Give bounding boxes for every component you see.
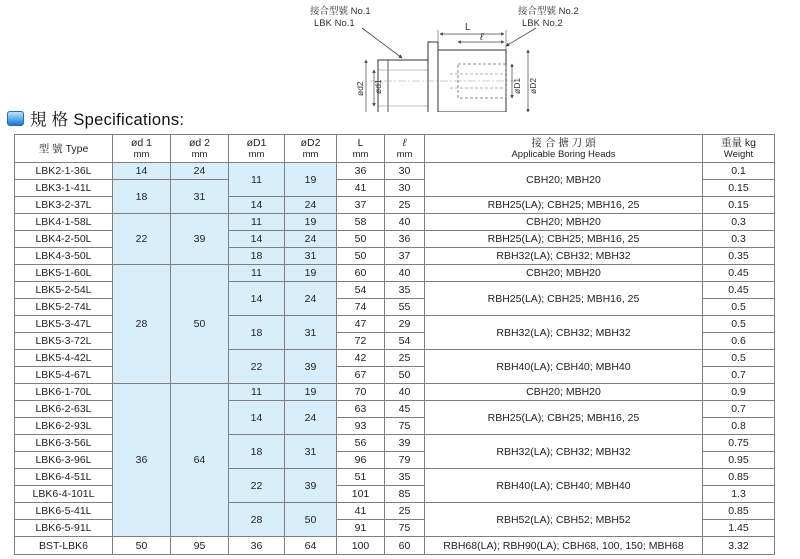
cell-heads: RBH25(LA); CBH25; MBH16, 25 (425, 197, 703, 214)
cell-l: 30 (385, 163, 425, 180)
cell-l: 40 (385, 214, 425, 231)
cell-D2: 50 (285, 503, 337, 537)
cell-L: 96 (337, 452, 385, 469)
cell-weight: 0.85 (703, 469, 775, 486)
cell-d2: 24 (171, 163, 229, 180)
spec-table-wrap (14, 134, 775, 555)
cell-L: 58 (337, 214, 385, 231)
cell-l: 60 (385, 537, 425, 555)
cell-heads: RBH68(LA); RBH90(LA); CBH68, 100, 150; MBH68 (425, 537, 703, 555)
cell-D1: 14 (229, 197, 285, 214)
col-header-type: 型 號 Type (15, 135, 113, 163)
cell-type: LBK6-2-93L (15, 418, 113, 435)
cell-L: 101 (337, 486, 385, 503)
cell-heads: RBH32(LA); CBH32; MBH32 (425, 435, 703, 469)
cell-D2: 19 (285, 265, 337, 282)
col-header-L: L mm (337, 135, 385, 163)
col-header-heads: 接 合 搪 刀 頭 Applicable Boring Heads (425, 135, 703, 163)
cell-l: 37 (385, 248, 425, 265)
cell-l: 79 (385, 452, 425, 469)
cell-L: 50 (337, 248, 385, 265)
col-header-l: ℓ mm (385, 135, 425, 163)
col-header-d2: ød 2 mm (171, 135, 229, 163)
cell-L: 67 (337, 367, 385, 384)
cell-type: LBK6-3-96L (15, 452, 113, 469)
cell-l: 25 (385, 503, 425, 520)
cell-weight: 0.5 (703, 299, 775, 316)
flange (428, 42, 438, 112)
cell-d1: 36 (113, 384, 171, 537)
spec-table (14, 134, 775, 555)
cell-D2: 19 (285, 163, 337, 197)
cell-D2: 24 (285, 197, 337, 214)
cell-weight: 0.7 (703, 367, 775, 384)
cell-l: 75 (385, 520, 425, 537)
cell-type: LBK5-4-67L (15, 367, 113, 384)
cell-D2: 24 (285, 231, 337, 248)
cell-type: LBK5-2-54L (15, 282, 113, 299)
cell-weight: 0.15 (703, 180, 775, 197)
cell-type: LBK5-1-60L (15, 265, 113, 282)
cell-D1: 22 (229, 469, 285, 503)
cell-l: 40 (385, 384, 425, 401)
cell-type: LBK4-1-58L (15, 214, 113, 231)
cell-l: 50 (385, 367, 425, 384)
cell-l: 75 (385, 418, 425, 435)
cell-weight: 0.3 (703, 231, 775, 248)
cell-D2: 24 (285, 401, 337, 435)
cell-heads: CBH20; MBH20 (425, 163, 703, 197)
cell-weight: 1.45 (703, 520, 775, 537)
table-row (15, 163, 775, 180)
cell-l: 25 (385, 197, 425, 214)
table-row (15, 384, 775, 401)
cell-L: 72 (337, 333, 385, 350)
cell-D2: 24 (285, 282, 337, 316)
col-header-d1: ød 1 mm (113, 135, 171, 163)
cell-type: LBK6-3-56L (15, 435, 113, 452)
cell-D2: 31 (285, 248, 337, 265)
cell-l: 39 (385, 435, 425, 452)
cell-type: LBK6-1-70L (15, 384, 113, 401)
cell-heads: RBH40(LA); CBH40; MBH40 (425, 350, 703, 384)
cell-l: 35 (385, 282, 425, 299)
cell-L: 60 (337, 265, 385, 282)
dim-d1: ød1 (373, 79, 383, 94)
cell-d1: 14 (113, 163, 171, 180)
cell-type: LBK5-3-47L (15, 316, 113, 333)
cell-type: LBK3-1-41L (15, 180, 113, 197)
cell-L: 100 (337, 537, 385, 555)
cell-weight: 3.32 (703, 537, 775, 555)
shank-left (378, 60, 428, 112)
cell-type: LBK5-4-42L (15, 350, 113, 367)
cell-D2: 19 (285, 384, 337, 401)
dim-D1: øD1 (512, 77, 522, 94)
table-row (15, 265, 775, 282)
cell-heads: RBH32(LA); CBH32; MBH32 (425, 248, 703, 265)
dim-D2: øD2 (528, 77, 538, 94)
cell-weight: 0.5 (703, 316, 775, 333)
cell-weight: 0.35 (703, 248, 775, 265)
cell-L: 56 (337, 435, 385, 452)
cell-heads: CBH20; MBH20 (425, 265, 703, 282)
cell-L: 42 (337, 350, 385, 367)
cell-weight: 0.45 (703, 282, 775, 299)
cell-l: 40 (385, 265, 425, 282)
cell-d2: 31 (171, 180, 229, 214)
cell-type: LBK6-4-51L (15, 469, 113, 486)
technical-drawing (300, 2, 600, 112)
cell-D2: 31 (285, 316, 337, 350)
cell-heads: RBH32(LA); CBH32; MBH32 (425, 316, 703, 350)
cell-d2: 39 (171, 214, 229, 265)
cell-weight: 0.15 (703, 197, 775, 214)
cell-type: LBK5-3-72L (15, 333, 113, 350)
cell-type: LBK6-5-91L (15, 520, 113, 537)
dim-L: L (465, 22, 471, 33)
cell-type: LBK6-5-41L (15, 503, 113, 520)
label-lbk-no2-en: LBK No.2 (522, 18, 563, 29)
cell-l: 35 (385, 469, 425, 486)
cell-L: 51 (337, 469, 385, 486)
cell-D1: 14 (229, 401, 285, 435)
heading-text: 規 格 Specifications: (30, 111, 185, 129)
cell-d1: 22 (113, 214, 171, 265)
cell-weight: 0.75 (703, 435, 775, 452)
cell-heads: RBH40(LA); CBH40; MBH40 (425, 469, 703, 503)
cell-D2: 64 (285, 537, 337, 555)
cell-L: 41 (337, 180, 385, 197)
cell-d2: 95 (171, 537, 229, 555)
label-lbk-no1-en: LBK No.1 (314, 18, 355, 29)
label-lbk-no1-cn: 接合型號 No.1 (310, 6, 371, 17)
cell-D1: 28 (229, 503, 285, 537)
cell-L: 93 (337, 418, 385, 435)
cell-D1: 11 (229, 265, 285, 282)
cell-heads: RBH52(LA); CBH52; MBH52 (425, 503, 703, 537)
cell-l: 30 (385, 180, 425, 197)
cell-D1: 36 (229, 537, 285, 555)
cell-D1: 11 (229, 214, 285, 231)
cell-D2: 39 (285, 350, 337, 384)
cell-d1: 18 (113, 180, 171, 214)
cell-L: 70 (337, 384, 385, 401)
cell-D1: 11 (229, 384, 285, 401)
cell-D2: 31 (285, 435, 337, 469)
cell-weight: 0.8 (703, 418, 775, 435)
folder-tab-icon (7, 111, 24, 126)
cell-l: 29 (385, 316, 425, 333)
header-row (15, 135, 775, 163)
cell-l: 45 (385, 401, 425, 418)
cell-L: 41 (337, 503, 385, 520)
cell-type: LBK6-4-101L (15, 486, 113, 503)
cell-weight: 0.85 (703, 503, 775, 520)
cell-D1: 18 (229, 435, 285, 469)
cell-type: LBK5-2-74L (15, 299, 113, 316)
cell-D1: 14 (229, 231, 285, 248)
cell-l: 85 (385, 486, 425, 503)
cell-l: 36 (385, 231, 425, 248)
cell-weight: 0.5 (703, 350, 775, 367)
cell-L: 36 (337, 163, 385, 180)
label-lbk-no2-cn: 接合型號 No.2 (518, 6, 579, 17)
table-row (15, 537, 775, 555)
specifications-heading (7, 107, 184, 129)
cell-L: 50 (337, 231, 385, 248)
cell-L: 54 (337, 282, 385, 299)
cell-D1: 18 (229, 316, 285, 350)
cell-L: 47 (337, 316, 385, 333)
cell-L: 63 (337, 401, 385, 418)
dim-d2: ød2 (355, 81, 365, 96)
cell-heads: RBH25(LA); CBH25; MBH16, 25 (425, 231, 703, 248)
cell-type: LBK6-2-63L (15, 401, 113, 418)
col-header-D2: øD2 mm (285, 135, 337, 163)
cell-D1: 22 (229, 350, 285, 384)
cell-weight: 0.1 (703, 163, 775, 180)
cell-type: LBK2-1-36L (15, 163, 113, 180)
cell-d1: 28 (113, 265, 171, 384)
cell-type: LBK3-2-37L (15, 197, 113, 214)
cell-type: LBK4-2-50L (15, 231, 113, 248)
dim-l: ℓ (480, 32, 484, 43)
cell-L: 37 (337, 197, 385, 214)
cell-weight: 1.3 (703, 486, 775, 503)
cell-weight: 0.3 (703, 214, 775, 231)
cell-weight: 0.9 (703, 384, 775, 401)
cell-weight: 0.7 (703, 401, 775, 418)
cell-l: 54 (385, 333, 425, 350)
cell-d1: 50 (113, 537, 171, 555)
spec-table-body (15, 163, 775, 555)
col-header-weight: 重量 kg Weight (703, 135, 775, 163)
cell-heads: CBH20; MBH20 (425, 214, 703, 231)
cell-heads: RBH25(LA); CBH25; MBH16, 25 (425, 401, 703, 435)
table-row (15, 214, 775, 231)
cell-weight: 0.45 (703, 265, 775, 282)
cell-heads: CBH20; MBH20 (425, 384, 703, 401)
cell-type: LBK4-3-50L (15, 248, 113, 265)
cell-weight: 0.95 (703, 452, 775, 469)
cell-d2: 64 (171, 384, 229, 537)
cell-D1: 11 (229, 163, 285, 197)
cell-D1: 18 (229, 248, 285, 265)
col-header-D1: øD1 mm (229, 135, 285, 163)
cell-l: 55 (385, 299, 425, 316)
cell-heads: RBH25(LA); CBH25; MBH16, 25 (425, 282, 703, 316)
cell-D2: 19 (285, 214, 337, 231)
cell-D1: 14 (229, 282, 285, 316)
cell-type: BST-LBK6 (15, 537, 113, 555)
cell-L: 91 (337, 520, 385, 537)
cell-d2: 50 (171, 265, 229, 384)
cell-L: 74 (337, 299, 385, 316)
cell-weight: 0.6 (703, 333, 775, 350)
cell-l: 25 (385, 350, 425, 367)
cell-D2: 39 (285, 469, 337, 503)
